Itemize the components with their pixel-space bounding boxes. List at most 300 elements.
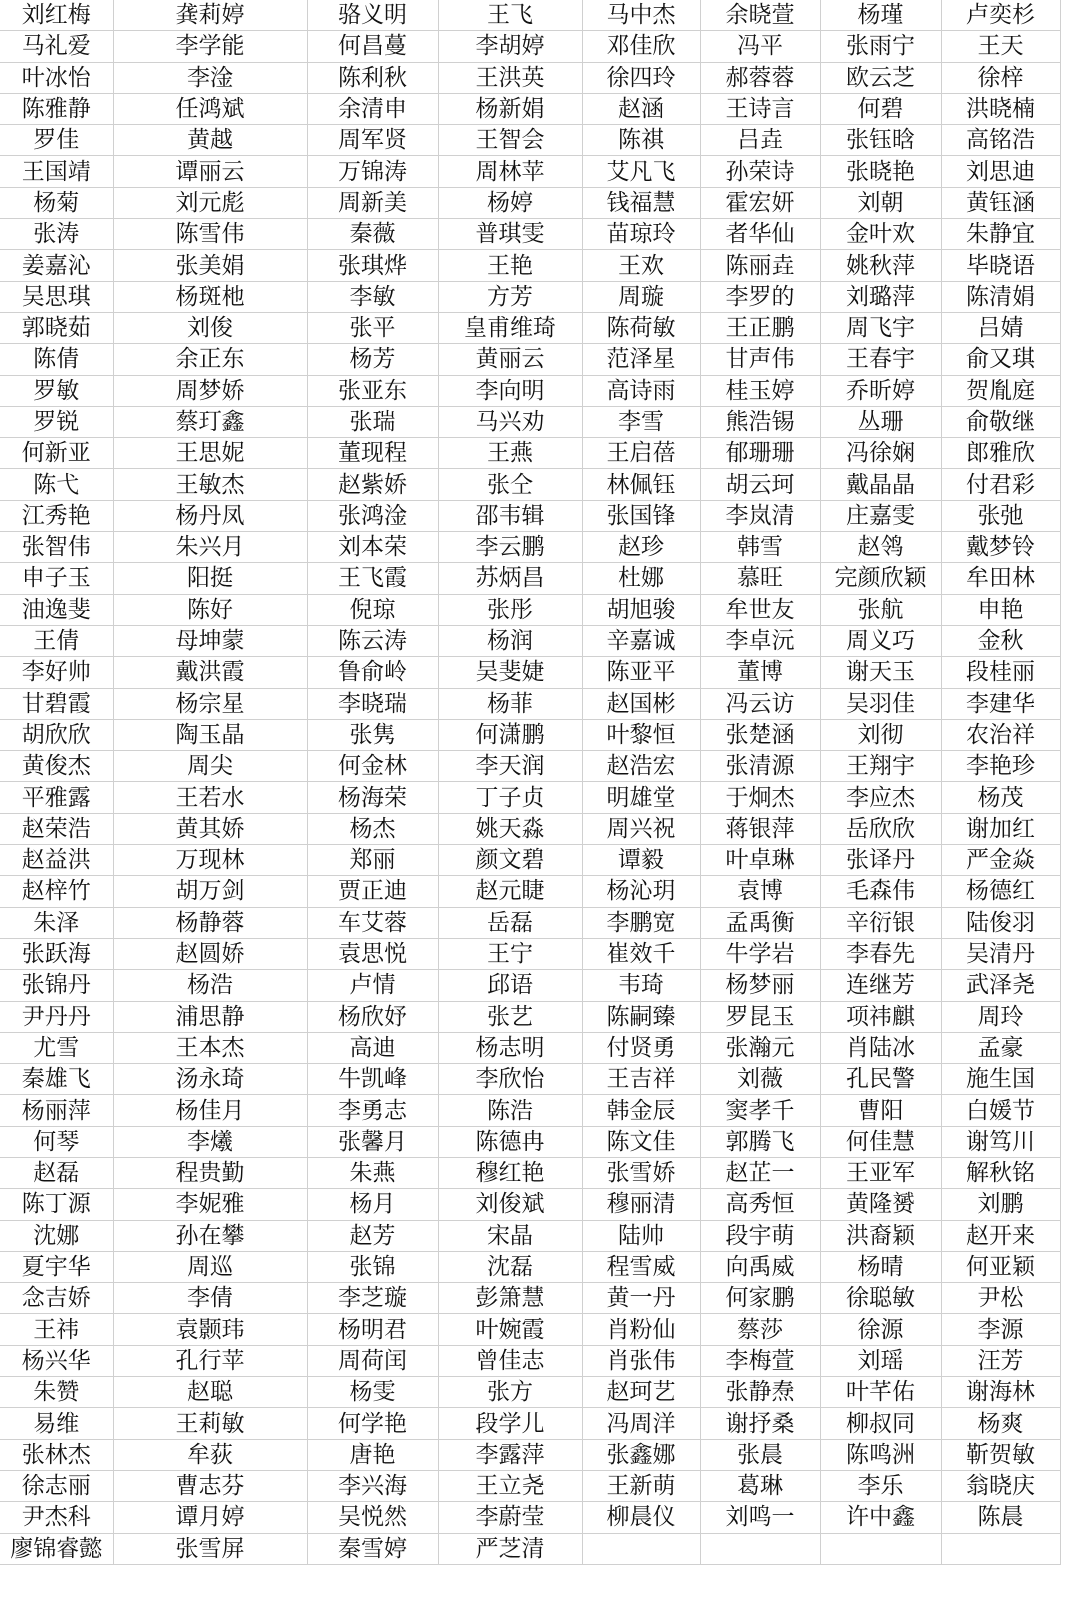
- name-cell: 辛嘉诚: [582, 625, 700, 656]
- name-cell: 刘鹏: [941, 1189, 1060, 1220]
- name-cell: 张锦丹: [0, 970, 113, 1001]
- name-cell: 袁思悦: [307, 938, 438, 969]
- name-cell: 汤永琦: [113, 1064, 307, 1095]
- name-cell: 沈磊: [438, 1251, 582, 1282]
- name-cell: 秦雄飞: [0, 1064, 113, 1095]
- name-cell: 陆帅: [582, 1220, 700, 1251]
- name-cell: 杨新娟: [438, 93, 582, 124]
- name-cell: 段宇萌: [700, 1220, 820, 1251]
- name-cell: 杨志明: [438, 1032, 582, 1063]
- name-cell: 周巡: [113, 1251, 307, 1282]
- name-cell: 张国锋: [582, 500, 700, 531]
- table-row: [0, 500, 1060, 531]
- name-cell: 李兴海: [307, 1470, 438, 1501]
- table-row: [0, 312, 1060, 343]
- name-cell: 周荷闰: [307, 1345, 438, 1376]
- name-cell: 万锦涛: [307, 156, 438, 187]
- name-cell: 吴悦然: [307, 1502, 438, 1533]
- name-cell: 杨丽萍: [0, 1095, 113, 1126]
- name-cell: 孟禹衡: [700, 907, 820, 938]
- table-row: [0, 1408, 1060, 1439]
- name-cell: 王燕: [438, 438, 582, 469]
- name-cell: 张雨宁: [820, 31, 941, 62]
- name-cell: 杨梦丽: [700, 970, 820, 1001]
- name-cell: 谭月婷: [113, 1502, 307, 1533]
- name-cell: 张彤: [438, 594, 582, 625]
- name-cell: 朱静宜: [941, 219, 1060, 250]
- name-cell: 张仝: [438, 469, 582, 500]
- name-cell: 周梦娇: [113, 375, 307, 406]
- table-row: [0, 93, 1060, 124]
- name-cell: 胡旭骏: [582, 594, 700, 625]
- name-cell: 岳欣欣: [820, 813, 941, 844]
- name-cell: 蒋银萍: [700, 813, 820, 844]
- name-cell: 韦琦: [582, 970, 700, 1001]
- name-cell: 杨兴华: [0, 1345, 113, 1376]
- table-row: [0, 1314, 1060, 1345]
- name-cell: 杨月: [307, 1189, 438, 1220]
- name-cell: 龚莉婷: [113, 0, 307, 31]
- name-cell: 吴清丹: [941, 938, 1060, 969]
- table-row: [0, 1502, 1060, 1533]
- name-cell: 冯云访: [700, 688, 820, 719]
- name-cell: 杜娜: [582, 563, 700, 594]
- name-cell: 洪裔颖: [820, 1220, 941, 1251]
- name-cell: 尹松: [941, 1283, 1060, 1314]
- name-cell: 张锦: [307, 1251, 438, 1282]
- name-cell: 叶冰怡: [0, 62, 113, 93]
- table-row: [0, 281, 1060, 312]
- name-cell: 刘元彪: [113, 187, 307, 218]
- name-cell: 农治祥: [941, 719, 1060, 750]
- name-cell: 皇甫维琦: [438, 312, 582, 343]
- name-cell: 王吉祥: [582, 1064, 700, 1095]
- name-cell: 李敏: [307, 281, 438, 312]
- name-cell: 念吉娇: [0, 1283, 113, 1314]
- name-cell: 朱燕: [307, 1157, 438, 1188]
- name-cell: 苏炳昌: [438, 563, 582, 594]
- name-cell: 朱泽: [0, 907, 113, 938]
- name-cell: 徐聪敏: [820, 1283, 941, 1314]
- name-cell: 尹丹丹: [0, 1001, 113, 1032]
- name-cell: 完颜欣颖: [820, 563, 941, 594]
- name-cell: 普琪雯: [438, 219, 582, 250]
- name-cell: 颜文碧: [438, 845, 582, 876]
- name-cell: 刘俊: [113, 312, 307, 343]
- name-cell: 赵益洪: [0, 845, 113, 876]
- name-cell: 王祎: [0, 1314, 113, 1345]
- name-cell: 张晨: [700, 1439, 820, 1470]
- table-row: [0, 1126, 1060, 1157]
- name-cell: 何昌蔓: [307, 31, 438, 62]
- name-cell: 邓佳欣: [582, 31, 700, 62]
- name-cell: 许中鑫: [820, 1502, 941, 1533]
- name-cell: 周林苹: [438, 156, 582, 187]
- name-cell: 王翔宇: [820, 751, 941, 782]
- name-cell: 申艳: [941, 594, 1060, 625]
- table-row: [0, 907, 1060, 938]
- name-cell: 尤雪: [0, 1032, 113, 1063]
- name-cell: 王欢: [582, 250, 700, 281]
- name-cell: 孔行苹: [113, 1345, 307, 1376]
- name-cell: 刘璐萍: [820, 281, 941, 312]
- name-cell: 罗敏: [0, 375, 113, 406]
- name-cell: 曹志芬: [113, 1470, 307, 1501]
- name-cell: 杨爽: [941, 1408, 1060, 1439]
- name-cell: 金秋: [941, 625, 1060, 656]
- name-cell: 邱语: [438, 970, 582, 1001]
- name-cell: 郑丽: [307, 845, 438, 876]
- name-cell: 陈鸣洲: [820, 1439, 941, 1470]
- name-cell: 段学儿: [438, 1408, 582, 1439]
- name-cell: 谭丽云: [113, 156, 307, 187]
- table-row: [0, 250, 1060, 281]
- name-cell: 李倩: [113, 1283, 307, 1314]
- name-cell: 陈祺: [582, 125, 700, 156]
- name-cell: 陈好: [113, 594, 307, 625]
- name-cell: 岳磊: [438, 907, 582, 938]
- name-cell: 刘鸣一: [700, 1502, 820, 1533]
- name-cell: 叶芊佑: [820, 1377, 941, 1408]
- name-cell: 牟世友: [700, 594, 820, 625]
- name-cell: 陈利秋: [307, 62, 438, 93]
- name-cell: 王国靖: [0, 156, 113, 187]
- name-cell: 张雪娇: [582, 1157, 700, 1188]
- name-cell: 张美娟: [113, 250, 307, 281]
- table-row: [0, 1283, 1060, 1314]
- name-cell: 吕垚: [700, 125, 820, 156]
- name-cell: 武泽尧: [941, 970, 1060, 1001]
- name-cell: 张艺: [438, 1001, 582, 1032]
- name-cell: 陈晨: [941, 1502, 1060, 1533]
- name-cell: 高迪: [307, 1032, 438, 1063]
- name-cell: 吕婧: [941, 312, 1060, 343]
- name-cell: 吴思琪: [0, 281, 113, 312]
- name-cell: 杨丹凤: [113, 500, 307, 531]
- name-cell: 李应杰: [820, 782, 941, 813]
- name-cell: 李爔: [113, 1126, 307, 1157]
- table-row: [0, 62, 1060, 93]
- name-cell: 明雄堂: [582, 782, 700, 813]
- table-row: [0, 1064, 1060, 1095]
- name-cell: 熊浩锡: [700, 406, 820, 437]
- name-cell: 唐艳: [307, 1439, 438, 1470]
- name-cell: 谢笃川: [941, 1126, 1060, 1157]
- name-cell: 吴羽佳: [820, 688, 941, 719]
- table-row: [0, 1251, 1060, 1282]
- name-cell: 孔民警: [820, 1064, 941, 1095]
- name-cell: 陈德冉: [438, 1126, 582, 1157]
- name-cell: 陈文佳: [582, 1126, 700, 1157]
- name-cell: 霍宏妍: [700, 187, 820, 218]
- name-cell: 卢奕杉: [941, 0, 1060, 31]
- name-cell: 李春先: [820, 938, 941, 969]
- name-cell: 谢海林: [941, 1377, 1060, 1408]
- name-cell: 曹阳: [820, 1095, 941, 1126]
- name-cell: 刘彻: [820, 719, 941, 750]
- name-cell: 黄丽云: [438, 344, 582, 375]
- name-cell: 杨菲: [438, 688, 582, 719]
- name-cell: 周飞宇: [820, 312, 941, 343]
- name-cell: 张隽: [307, 719, 438, 750]
- name-cell: 王启蓓: [582, 438, 700, 469]
- name-cell: 何家鹏: [700, 1283, 820, 1314]
- name-cell: 于炯杰: [700, 782, 820, 813]
- name-cell: 牟荻: [113, 1439, 307, 1470]
- name-cell: 王新萌: [582, 1470, 700, 1501]
- name-cell: 李梅萱: [700, 1345, 820, 1376]
- name-cell: 周义巧: [820, 625, 941, 656]
- name-cell: 廖锦睿懿: [0, 1533, 113, 1564]
- name-cell: 杨明君: [307, 1314, 438, 1345]
- table-row: [0, 125, 1060, 156]
- table-row: [0, 876, 1060, 907]
- name-cell: 陈倩: [0, 344, 113, 375]
- name-cell: 赵元睫: [438, 876, 582, 907]
- name-cell: 李卓沅: [700, 625, 820, 656]
- name-cell: 韩金辰: [582, 1095, 700, 1126]
- name-cell: 罗昆玉: [700, 1001, 820, 1032]
- name-cell: 连继芳: [820, 970, 941, 1001]
- name-cell: 王思妮: [113, 438, 307, 469]
- name-cell: 何碧: [820, 93, 941, 124]
- name-cell: 王正鹏: [700, 312, 820, 343]
- name-cell: 赵国彬: [582, 688, 700, 719]
- name-cell: 张智伟: [0, 532, 113, 563]
- table-row: [0, 375, 1060, 406]
- name-cell: 马兴劝: [438, 406, 582, 437]
- name-cell: 苗琼玲: [582, 219, 700, 250]
- name-cell: 刘俊斌: [438, 1189, 582, 1220]
- name-cell: 王亚军: [820, 1157, 941, 1188]
- name-cell: 姚秋萍: [820, 250, 941, 281]
- name-cell: 赵聪: [113, 1377, 307, 1408]
- name-cell: 李建华: [941, 688, 1060, 719]
- name-cell: 任鸿斌: [113, 93, 307, 124]
- name-cell: 张静焘: [700, 1377, 820, 1408]
- name-cell: 郭晓茹: [0, 312, 113, 343]
- name-cell: 丁子贞: [438, 782, 582, 813]
- name-cell: 李蔚莹: [438, 1502, 582, 1533]
- name-cell: 张译丹: [820, 845, 941, 876]
- name-cell: 何潇鹏: [438, 719, 582, 750]
- name-cell: 钱福慧: [582, 187, 700, 218]
- name-cell: 卢情: [307, 970, 438, 1001]
- name-cell: 项祎麒: [820, 1001, 941, 1032]
- name-cell: 韩雪: [700, 532, 820, 563]
- name-cell: 柳叔同: [820, 1408, 941, 1439]
- table-row: [0, 156, 1060, 187]
- name-cell: 赵梓竹: [0, 876, 113, 907]
- name-cell: 周璇: [582, 281, 700, 312]
- table-row: [0, 657, 1060, 688]
- name-cell: 杨菊: [0, 187, 113, 218]
- table-row: [0, 1470, 1060, 1501]
- name-cell: 陈嗣臻: [582, 1001, 700, 1032]
- name-cell: 李露萍: [438, 1439, 582, 1470]
- name-cell: 赵开来: [941, 1220, 1060, 1251]
- table-row: [0, 970, 1060, 1001]
- table-row: [0, 438, 1060, 469]
- name-cell: 段桂丽: [941, 657, 1060, 688]
- name-cell: 李乐: [820, 1470, 941, 1501]
- name-cell: 赵紫娇: [307, 469, 438, 500]
- name-cell: 袁颢玮: [113, 1314, 307, 1345]
- name-cell: 李妮雅: [113, 1189, 307, 1220]
- name-cell: 赵荣浩: [0, 813, 113, 844]
- name-cell: 林佩钰: [582, 469, 700, 500]
- name-cell: 陈弋: [0, 469, 113, 500]
- table-row: [0, 751, 1060, 782]
- name-cell: 赵磊: [0, 1157, 113, 1188]
- name-cell: 周尖: [113, 751, 307, 782]
- name-cell: 王诗言: [700, 93, 820, 124]
- name-cell: 谢抒桑: [700, 1408, 820, 1439]
- name-cell: 黄俊杰: [0, 751, 113, 782]
- name-cell: 贺胤庭: [941, 375, 1060, 406]
- name-cell: 胡云珂: [700, 469, 820, 500]
- name-cell: 杨佳月: [113, 1095, 307, 1126]
- name-cell: 郭腾飞: [700, 1126, 820, 1157]
- name-cell: [820, 1533, 941, 1564]
- name-cell: 慕旺: [700, 563, 820, 594]
- name-cell: 丛珊: [820, 406, 941, 437]
- name-cell: 王洪英: [438, 62, 582, 93]
- name-cell: 杨斑杝: [113, 281, 307, 312]
- table-row: [0, 219, 1060, 250]
- name-cell: 谢天玉: [820, 657, 941, 688]
- name-cell: 杨浩: [113, 970, 307, 1001]
- name-cell: 俞又琪: [941, 344, 1060, 375]
- name-cell: 高诗雨: [582, 375, 700, 406]
- name-cell: 陈亚平: [582, 657, 700, 688]
- name-cell: 王智会: [438, 125, 582, 156]
- name-cell: 冯平: [700, 31, 820, 62]
- name-cell: 罗锐: [0, 406, 113, 437]
- name-cell: 付贤勇: [582, 1032, 700, 1063]
- name-cell: 李雪: [582, 406, 700, 437]
- name-cell: 董博: [700, 657, 820, 688]
- name-cell: 肖粉仙: [582, 1314, 700, 1345]
- table-row: [0, 1439, 1060, 1470]
- name-cell: 叶卓琳: [700, 845, 820, 876]
- name-cell: 穆红艳: [438, 1157, 582, 1188]
- name-cell: [700, 1533, 820, 1564]
- name-cell: 周玲: [941, 1001, 1060, 1032]
- name-cell: 李淦: [113, 62, 307, 93]
- name-cell: 王莉敏: [113, 1408, 307, 1439]
- name-cell: 戴梦铃: [941, 532, 1060, 563]
- name-cell: 崔效千: [582, 938, 700, 969]
- name-cell: 李晓瑞: [307, 688, 438, 719]
- name-cell: 张平: [307, 312, 438, 343]
- name-cell: 李鹏宽: [582, 907, 700, 938]
- name-cell: 刘薇: [700, 1064, 820, 1095]
- name-cell: 戴洪霞: [113, 657, 307, 688]
- name-cell: 杨海荣: [307, 782, 438, 813]
- name-cell: 解秋铭: [941, 1157, 1060, 1188]
- name-cell: 肖陆冰: [820, 1032, 941, 1063]
- name-cell: 赵鸰: [820, 532, 941, 563]
- name-cell: 金叶欢: [820, 219, 941, 250]
- name-cell: 戴晶晶: [820, 469, 941, 500]
- table-row: [0, 31, 1060, 62]
- name-cell: 肖张伟: [582, 1345, 700, 1376]
- name-cell: 李芝璇: [307, 1283, 438, 1314]
- name-cell: 马礼爱: [0, 31, 113, 62]
- name-cell: 赵浩宏: [582, 751, 700, 782]
- name-cell: 庄嘉雯: [820, 500, 941, 531]
- name-cell: 李天润: [438, 751, 582, 782]
- name-cell: 严金焱: [941, 845, 1060, 876]
- name-cell: 张瑞: [307, 406, 438, 437]
- name-cell: 孟豪: [941, 1032, 1060, 1063]
- name-cell: 赵芷一: [700, 1157, 820, 1188]
- name-cell: 宋晶: [438, 1220, 582, 1251]
- table-row: [0, 1001, 1060, 1032]
- name-cell: 张钰晗: [820, 125, 941, 156]
- name-cell: 陈丁源: [0, 1189, 113, 1220]
- name-cell: 李艳珍: [941, 751, 1060, 782]
- name-cell: 李向明: [438, 375, 582, 406]
- name-cell: 余正东: [113, 344, 307, 375]
- name-cell: 沈娜: [0, 1220, 113, 1251]
- name-cell: 冯周洋: [582, 1408, 700, 1439]
- name-cell: 谢加红: [941, 813, 1060, 844]
- name-cell: 李源: [941, 1314, 1060, 1345]
- name-cell: 余清申: [307, 93, 438, 124]
- name-cell: 浦思静: [113, 1001, 307, 1032]
- name-cell: 黄隆赟: [820, 1189, 941, 1220]
- name-cell: 张弛: [941, 500, 1060, 531]
- name-cell: 孙在攀: [113, 1220, 307, 1251]
- name-cell: 张雪屏: [113, 1533, 307, 1564]
- table-row: [0, 1377, 1060, 1408]
- name-cell: 黄钰涵: [941, 187, 1060, 218]
- name-cell: 赵芳: [307, 1220, 438, 1251]
- table-row: [0, 469, 1060, 500]
- name-cell: 杨杰: [307, 813, 438, 844]
- table-row: [0, 344, 1060, 375]
- table-row: [0, 594, 1060, 625]
- name-cell: 赵涵: [582, 93, 700, 124]
- name-cell: 王立尧: [438, 1470, 582, 1501]
- name-cell: 辛衍银: [820, 907, 941, 938]
- name-cell: 李云鹏: [438, 532, 582, 563]
- name-cell: 乔昕婷: [820, 375, 941, 406]
- name-cell: 杨芳: [307, 344, 438, 375]
- name-cell: 张琪烨: [307, 250, 438, 281]
- name-cell: 张跃海: [0, 938, 113, 969]
- name-cell: 刘本荣: [307, 532, 438, 563]
- table-row: [0, 813, 1060, 844]
- name-cell: 陶玉晶: [113, 719, 307, 750]
- name-cell: 彭箫慧: [438, 1283, 582, 1314]
- name-cell: 牛凯峰: [307, 1064, 438, 1095]
- name-cell: 李学能: [113, 31, 307, 62]
- name-cell: 赵珍: [582, 532, 700, 563]
- name-cell: 陆俊羽: [941, 907, 1060, 938]
- name-cell: 陈丽垚: [700, 250, 820, 281]
- name-cell: 王若水: [113, 782, 307, 813]
- name-cell: [941, 1533, 1060, 1564]
- name-cell: 王敏杰: [113, 469, 307, 500]
- name-cell: 叶婉霞: [438, 1314, 582, 1345]
- name-cell: 杨茂: [941, 782, 1060, 813]
- table-row: [0, 1533, 1060, 1564]
- name-cell: 何佳慧: [820, 1126, 941, 1157]
- name-cell: 程雪威: [582, 1251, 700, 1282]
